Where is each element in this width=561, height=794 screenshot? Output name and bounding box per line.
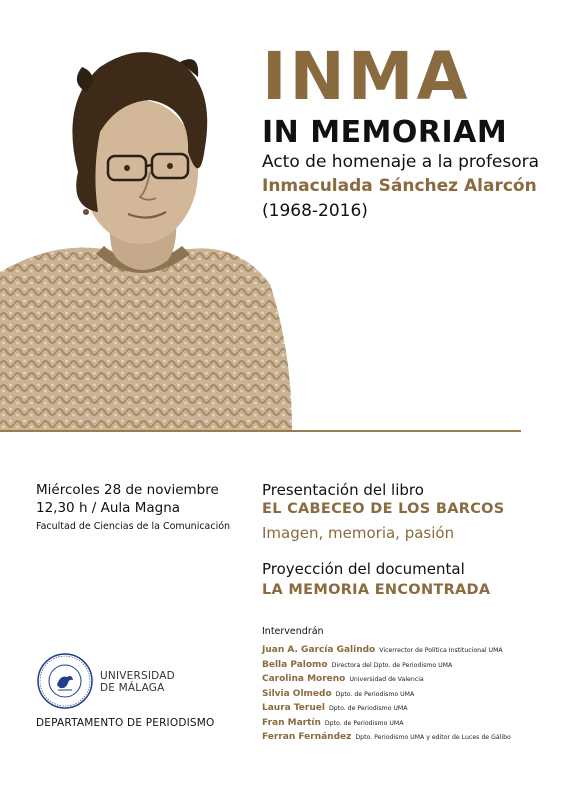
speaker-name: Laura Teruel — [262, 703, 325, 713]
list-item — [262, 640, 552, 655]
department-name: DEPARTAMENTO DE PERIODISMO — [36, 717, 215, 729]
university-name-line2: DE MÁLAGA — [100, 682, 165, 694]
documentary-title: LA MEMORIA ENCONTRADA — [262, 582, 491, 598]
event-time: 12,30 h / Aula Magna — [36, 500, 181, 516]
honoree-years: (1968-2016) — [262, 201, 368, 221]
portrait-image — [0, 22, 300, 430]
list-item — [262, 669, 552, 684]
speaker-name: Carolina Moreno — [262, 674, 346, 684]
speakers-list — [262, 640, 552, 742]
speaker-role: Universidad de Valencia — [349, 676, 424, 683]
speaker-role: Dpto. Periodismo UMA y editor de Luces de Gálibo — [355, 734, 511, 741]
event-venue: Facultad de Ciencias de la Comunicación — [36, 521, 231, 532]
portrait-photo — [0, 22, 300, 430]
speakers-heading: Intervendrán — [262, 626, 324, 637]
title-inma: INMA — [262, 38, 471, 115]
speaker-name: Juan A. García Galindo — [262, 645, 376, 655]
event-date: Miércoles 28 de noviembre — [36, 482, 219, 498]
speaker-name: Bella Palomo — [262, 659, 328, 670]
section-divider — [0, 430, 521, 432]
speaker-role: Dpto. de Periodismo UMA — [324, 719, 404, 727]
university-name-line1: UNIVERSIDAD — [100, 670, 175, 682]
list-item — [262, 713, 552, 728]
honoree-name: Inmaculada Sánchez Alarcón — [262, 176, 537, 196]
list-item — [262, 698, 552, 713]
speaker-name: Silvia Olmedo — [262, 688, 332, 699]
speaker-name: Ferran Fernández — [262, 732, 352, 742]
speaker-name: Fran Martín — [262, 717, 321, 728]
book-subtitle: Imagen, memoria, pasión — [262, 524, 455, 542]
documentary-heading: Proyección del documental — [262, 560, 465, 578]
speaker-role: Dpto. de Periodismo UMA — [328, 705, 408, 712]
speaker-role: Dpto. de Periodismo UMA — [335, 690, 415, 698]
title-in-memoriam: IN MEMORIAM — [262, 115, 508, 150]
list-item — [262, 727, 552, 742]
list-item — [262, 684, 552, 699]
university-seal-icon — [36, 652, 94, 710]
book-heading: Presentación del libro — [262, 481, 424, 499]
subtitle: Acto de homenaje a la profesora — [262, 152, 540, 172]
speaker-role: Vicerrector de Política Institucional UMA — [379, 647, 503, 654]
list-item — [262, 655, 552, 670]
speaker-role: Directora del Dpto. de Periodismo UMA — [331, 661, 453, 669]
university-name — [100, 670, 175, 694]
book-title: EL CABECEO DE LOS BARCOS — [262, 501, 505, 517]
